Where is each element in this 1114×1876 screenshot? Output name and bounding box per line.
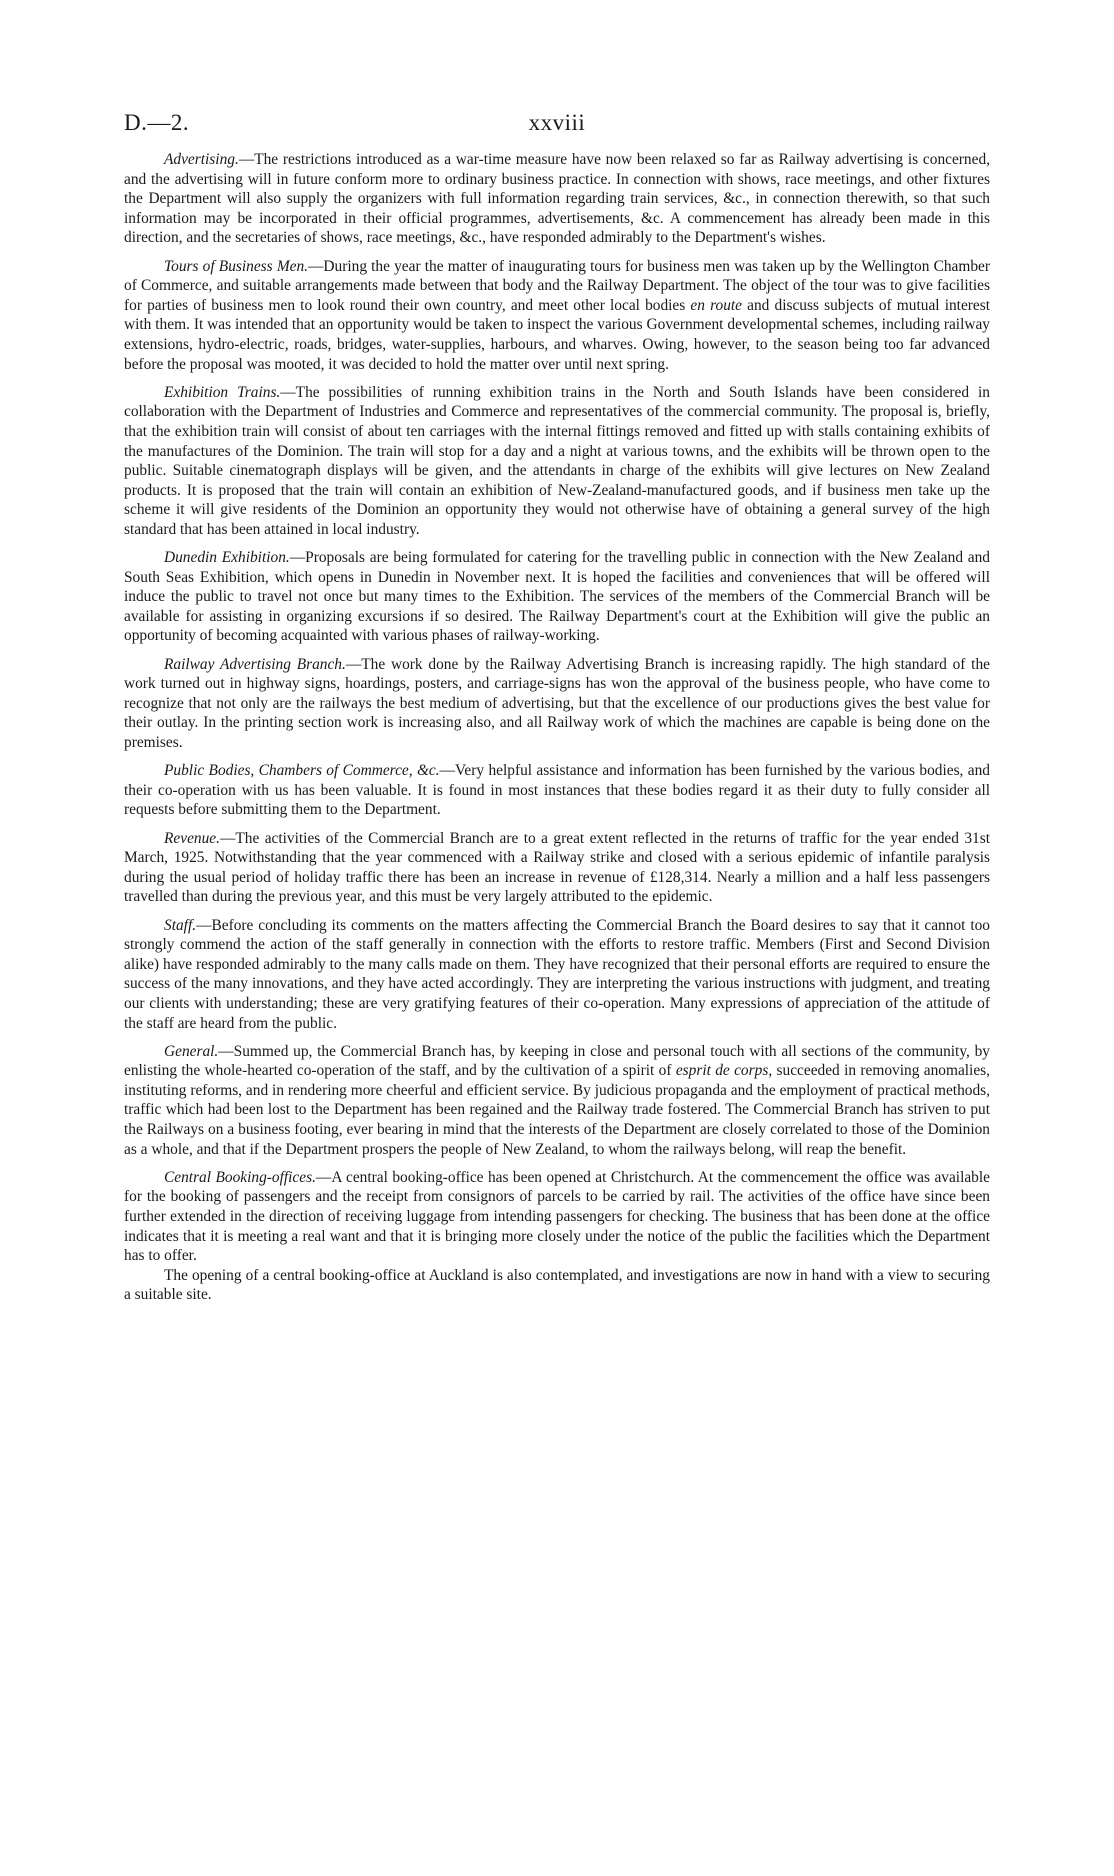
paragraph-text: —Very helpful assistance and information has been furnished by the various bodies, and their co-operation with us has been valuable. It is found in most instances that these bodies regard it as their duty to fully consider all requests before submitting them to the Department.	[124, 762, 991, 819]
page-header	[124, 110, 990, 150]
paragraph-heading: Staff.	[164, 916, 197, 934]
paragraph-heading: Tours of Business Men.	[164, 257, 309, 275]
paragraph-text: —The restrictions introduced as a war-time measure have now been relaxed so far as Railway advertising is concerned, and the advertising will in future conform more to ordinary business practice. In connection with shows, race meetings, and other fixtures the Department will also supply the organizers with full information regarding train services, &c., in connection therewith, so that such information may be incorporated in their official programmes, advertisements, &c. A commencement has already been made in this direction, and the secretaries of shows, race meetings, &c., have responded admirably to the Department's wishes.	[124, 151, 990, 247]
paragraph	[124, 257, 990, 375]
paragraph	[124, 655, 990, 753]
paragraph-text: —Summed up, the Commercial Branch has, by keeping in close and personal touch with all sections of the community, by enlisting the whole-hearted co-operation of the staff, and by the cultivation of a spirit of	[124, 1042, 990, 1080]
paragraph-heading: General.	[164, 1042, 219, 1060]
paragraph	[124, 1168, 990, 1266]
paragraph-heading: Dunedin Exhibition.	[164, 549, 290, 567]
paragraph	[124, 761, 990, 820]
paragraph-text: —A central booking-office has been opened at Christchurch. At the commencement the office was available for the booking of passengers and the receipt from consignors of parcels to be carried by rail. The activities of the office have since been further extended in the direction of receiving luggage from intending passengers for checking. The business that has been done at the office indicates that it is meeting a real want and that it is bringing more closely under the notice of the public the facilities which the Department has to offer.	[124, 1168, 990, 1265]
paragraph	[124, 1042, 990, 1160]
paragraph	[124, 150, 990, 248]
paragraph-text: —Proposals are being formulated for catering for the travelling public in connection with the New Zealand and South Seas Exhibition, which opens in Dunedin in November next. It is hoped the facilities and conveniences that will be offered will induce the public to travel not once but many times to the Exhibition. The services of the members of the Commercial Branch will be available for assisting in organizing excursions if so desired. The Railway Department's court at the Exhibition will give the public an opportunity of becoming acquainted with various phases of railway-working.	[124, 549, 990, 645]
document-reference: D.—2.	[124, 110, 190, 135]
paragraph	[124, 383, 990, 540]
body-text	[124, 150, 990, 1305]
paragraph-heading: Advertising.	[164, 151, 239, 168]
paragraph-heading: Railway Advertising Branch.	[164, 655, 346, 673]
paragraph	[124, 548, 990, 646]
paragraph-text: and discuss subjects of mutual interest with them. It was intended that an opportunity would be taken to inspect the various Government developmental schemes, including railway extensions, hydro-electric, roads, bridges, water-supplies, harbours, and wharves. Owing, however, to the season being too far advanced before the proposal was mooted, it was decided to hold the matter over until next spring.	[124, 296, 990, 373]
paragraph-text: , succeeded in removing anomalies, instituting reforms, and in rendering more cheerful and efficient service. By judicious propaganda and the employment of practical methods, traffic which had been lost to the Department has been regained and the Railway trade fostered. The Commercial Branch has striven to put the Railways on a business footing, ever bearing in mind that the interests of the Department are closely correlated to those of the Dominion as a whole, and that if the Department prospers the people of New Zealand, to whom the railways belong, will reap the benefit.	[124, 1062, 991, 1158]
paragraph-heading: Exhibition Trains.	[164, 383, 281, 401]
paragraph-text: —During the year the matter of inaugurating tours for business men was taken up by the Wellington Chamber of Commerce, and suitable arrangements made between that body and the Railway Department. The object of the tour was to give facilities for parties of business men to look round their own country, and meet other local bodies	[124, 257, 990, 314]
paragraph	[124, 916, 990, 1034]
paragraph-heading: Public Bodies, Chambers of Commerce, &c.	[164, 762, 440, 780]
paragraph-text: —The work done by the Railway Advertising Branch is increasing rapidly. The high standard of the work turned out in highway signs, hoardings, posters, and carriage-signs has won the approval of the business people, who have come to recognize that not only are the railways the best medium of advertising, but that the excellence of our productions gives the best value for their outlay. In the printing section work is increasing also, and all Railway work of which the machines are capable is being done on the premises.	[124, 655, 990, 751]
paragraph-text: —Before concluding its comments on the matters affecting the Commercial Branch the Board desires to say that it cannot too strongly commend the action of the staff generally in connection with the efforts to restore traffic. Members (First and Second Division alike) have responded admirably to the many calls made on them. They have recognized that their personal efforts are required to ensure the success of the many innovations, and they have acted accordingly. They are interpreting the various instructions with judgment, and treating our clients with understanding; these are very gratifying features of their co-operation. Many expressions of appreciation of the attitude of the staff are heard from the public.	[124, 916, 990, 1032]
page-number: xxviii	[528, 110, 586, 135]
paragraph	[124, 829, 990, 907]
paragraph-text: The opening of a central booking-office at Auckland is also contemplated, and investigations are now in hand with a view to securing a suitable site.	[124, 1266, 990, 1304]
paragraph-heading: Revenue.	[164, 829, 220, 847]
paragraph-heading: Central Booking-offices.	[164, 1168, 316, 1186]
paragraph-text: —The possibilities of running exhibition trains in the North and South Islands have been considered in collaboration with the Department of Industries and Commerce and representatives of the commercial community. The proposal is, briefly, that the exhibition train will consist of about ten carriages with the internal fittings removed and fitted up with stalls containing exhibits of the manufactures of the Dominion. The train will stop for a day and a night at various towns, and the exhibits will be thrown open to the public. Suitable cinematograph displays will be given, and the attendants in charge of the exhibits will give lectures on New Zealand products. It is proposed that the train will contain an exhibition of New-Zealand-manufactured goods, and if business men take up the scheme it will give residents of the Dominion an opportunity they would not otherwise have of obtaining a general survey of the high standard that has been attained in local industry.	[124, 383, 990, 538]
italic-phrase: esprit de corps	[675, 1062, 769, 1080]
italic-phrase: en route	[690, 296, 742, 314]
paragraph	[124, 1266, 990, 1305]
paragraph-text: —The activities of the Commercial Branch are to a great extent reflected in the returns of traffic for the year ended 31st March, 1925. Notwithstanding that the year commenced with a Railway strike and closed with a serious epidemic of infantile paralysis during the usual period of holiday traffic there has been an increase in revenue of £128,314. Nearly a million and a half less passengers travelled than during the previous year, and this must be very largely attributed to the epidemic.	[124, 829, 990, 906]
